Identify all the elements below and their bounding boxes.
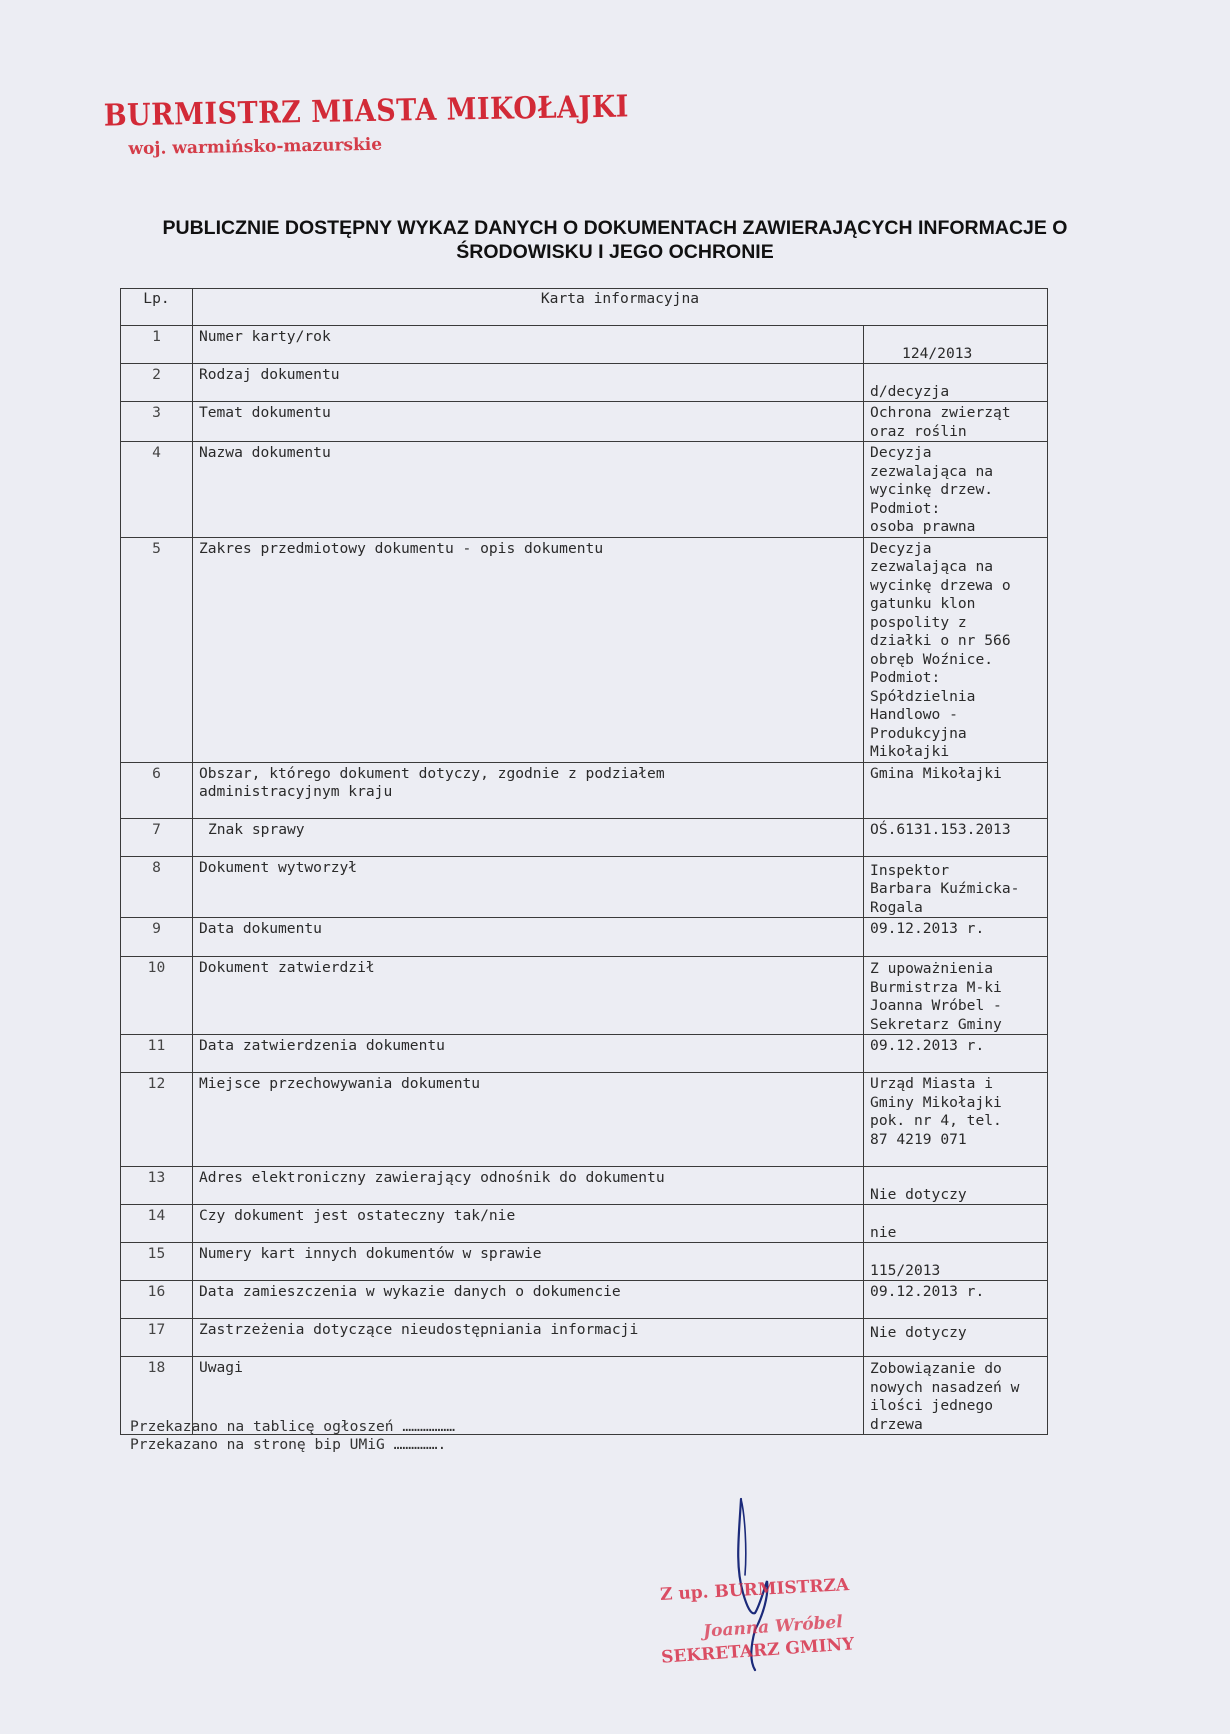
stamp-office-name: BURMISTRZ MIASTA MIKOŁAJKI: [103, 89, 630, 134]
row-number: 8: [121, 856, 193, 918]
row-field-name: Dokument zatwierdził: [192, 957, 863, 1035]
table-row: [121, 364, 1048, 402]
table-row: [121, 856, 1048, 918]
row-field-name: Miejsce przechowywania dokumentu: [192, 1073, 863, 1167]
row-field-value: Decyzja zezwalająca na wycinkę drzewa o gatunku klon pospolity z działki o nr 566 obręb Woźnice. Podmiot: Spółdzielnia Handlowo - Produkcyjna Mikołajki: [864, 537, 1048, 762]
row-field-name: Zastrzeżenia dotyczące nieudostępniania informacji: [192, 1319, 863, 1357]
table-row: [121, 537, 1048, 762]
table-row: [121, 326, 1048, 364]
row-field-name: Czy dokument jest ostateczny tak/nie: [192, 1205, 863, 1243]
row-field-value: 09.12.2013 r.: [864, 1035, 1048, 1073]
row-field-name: Adres elektroniczny zawierający odnośnik do dokumentu: [192, 1167, 863, 1205]
row-number: 11: [121, 1035, 193, 1073]
row-field-value: 09.12.2013 r.: [864, 1281, 1048, 1319]
row-number: 7: [121, 818, 193, 856]
signature-stamp-name: Joanna Wróbel: [702, 1612, 844, 1642]
row-field-value: Z upoważnienia Burmistrza M-ki Joanna Wróbel - Sekretarz Gminy: [864, 957, 1048, 1035]
table-row: [121, 1281, 1048, 1319]
title-line-2: ŚRODOWISKU I JEGO OCHRONIE: [456, 241, 774, 263]
stamp-region: woj. warmińsko-mazurskie: [128, 134, 383, 160]
row-field-value: Decyzja zezwalająca na wycinkę drzew. Podmiot: osoba prawna: [864, 442, 1048, 538]
table-row: [121, 818, 1048, 856]
row-field-value: Gmina Mikołajki: [864, 762, 1048, 818]
note-bip: Przekazano na stronę bip UMiG …………….: [130, 1436, 447, 1453]
row-field-name: Numery kart innych dokumentów w sprawie: [192, 1243, 863, 1281]
row-field-name: Obszar, którego dokument dotyczy, zgodnie z podziałem administracyjnym kraju: [192, 762, 863, 818]
information-card-table: [120, 288, 1048, 1435]
document-title: [100, 216, 1130, 264]
row-field-name: Temat dokumentu: [192, 402, 863, 442]
row-field-value: nie: [864, 1205, 1048, 1243]
signature-stamp-line-1: Z up. BURMISTRZA: [659, 1575, 850, 1605]
header-karta: Karta informacyjna: [192, 289, 1047, 326]
row-number: 2: [121, 364, 193, 402]
table-row: [121, 918, 1048, 957]
row-number: 6: [121, 762, 193, 818]
row-field-value: Zobowiązanie do nowych nasadzeń w ilości jednego drzewa: [864, 1357, 1048, 1435]
table-row: [121, 1035, 1048, 1073]
table-row: [121, 762, 1048, 818]
table-row: [121, 442, 1048, 538]
note-board: Przekazano na tablicę ogłoszeń ………………: [130, 1418, 456, 1435]
row-number: 1: [121, 326, 193, 364]
row-field-name: Numer karty/rok: [192, 326, 863, 364]
signature-block: [655, 1495, 895, 1675]
row-field-name: Data dokumentu: [192, 918, 863, 957]
table-row: [121, 1205, 1048, 1243]
row-field-value: Nie dotyczy: [864, 1319, 1048, 1357]
table-header-row: [121, 289, 1048, 326]
row-field-name: Zakres przedmiotowy dokumentu - opis dokumentu: [192, 537, 863, 762]
row-field-name: Rodzaj dokumentu: [192, 364, 863, 402]
row-number: 13: [121, 1167, 193, 1205]
row-number: 3: [121, 402, 193, 442]
title-line-1: PUBLICZNIE DOSTĘPNY WYKAZ DANYCH O DOKUMENTACH ZAWIERAJĄCYCH INFORMACJE O: [162, 217, 1068, 239]
row-number: 10: [121, 957, 193, 1035]
row-number: 18: [121, 1357, 193, 1435]
transfer-notes: [130, 1418, 455, 1454]
table-row: [121, 1319, 1048, 1357]
row-field-value: OŚ.6131.153.2013: [864, 818, 1048, 856]
table-row: [121, 957, 1048, 1035]
table-row: [121, 1167, 1048, 1205]
row-field-value: Inspektor Barbara Kuźmicka- Rogala: [864, 856, 1048, 918]
table-row: [121, 402, 1048, 442]
row-field-value: Ochrona zwierząt oraz roślin: [864, 402, 1048, 442]
official-stamp: [104, 91, 630, 159]
row-number: 16: [121, 1281, 193, 1319]
row-field-value: 124/2013: [864, 326, 1048, 364]
signature-stamp-title: SEKRETARZ GMINY: [660, 1634, 855, 1668]
table-row: [121, 1243, 1048, 1281]
row-field-value: 115/2013: [864, 1243, 1048, 1281]
header-lp: Lp.: [121, 289, 193, 326]
row-field-name: Uwagi: [192, 1357, 863, 1435]
row-field-name: Znak sprawy: [192, 818, 863, 856]
row-field-value: Nie dotyczy: [864, 1167, 1048, 1205]
row-number: 9: [121, 918, 193, 957]
row-number: 15: [121, 1243, 193, 1281]
row-number: 4: [121, 442, 193, 538]
row-number: 12: [121, 1073, 193, 1167]
row-field-name: Nazwa dokumentu: [192, 442, 863, 538]
row-number: 17: [121, 1319, 193, 1357]
table-row: [121, 1073, 1048, 1167]
row-field-value: Urząd Miasta i Gminy Mikołajki pok. nr 4, tel. 87 4219 071: [864, 1073, 1048, 1167]
row-number: 14: [121, 1205, 193, 1243]
row-field-name: Data zamieszczenia w wykazie danych o dokumencie: [192, 1281, 863, 1319]
row-field-name: Dokument wytworzył: [192, 856, 863, 918]
row-number: 5: [121, 537, 193, 762]
row-field-value: 09.12.2013 r.: [864, 918, 1048, 957]
row-field-value: d/decyzja: [864, 364, 1048, 402]
row-field-name: Data zatwierdzenia dokumentu: [192, 1035, 863, 1073]
